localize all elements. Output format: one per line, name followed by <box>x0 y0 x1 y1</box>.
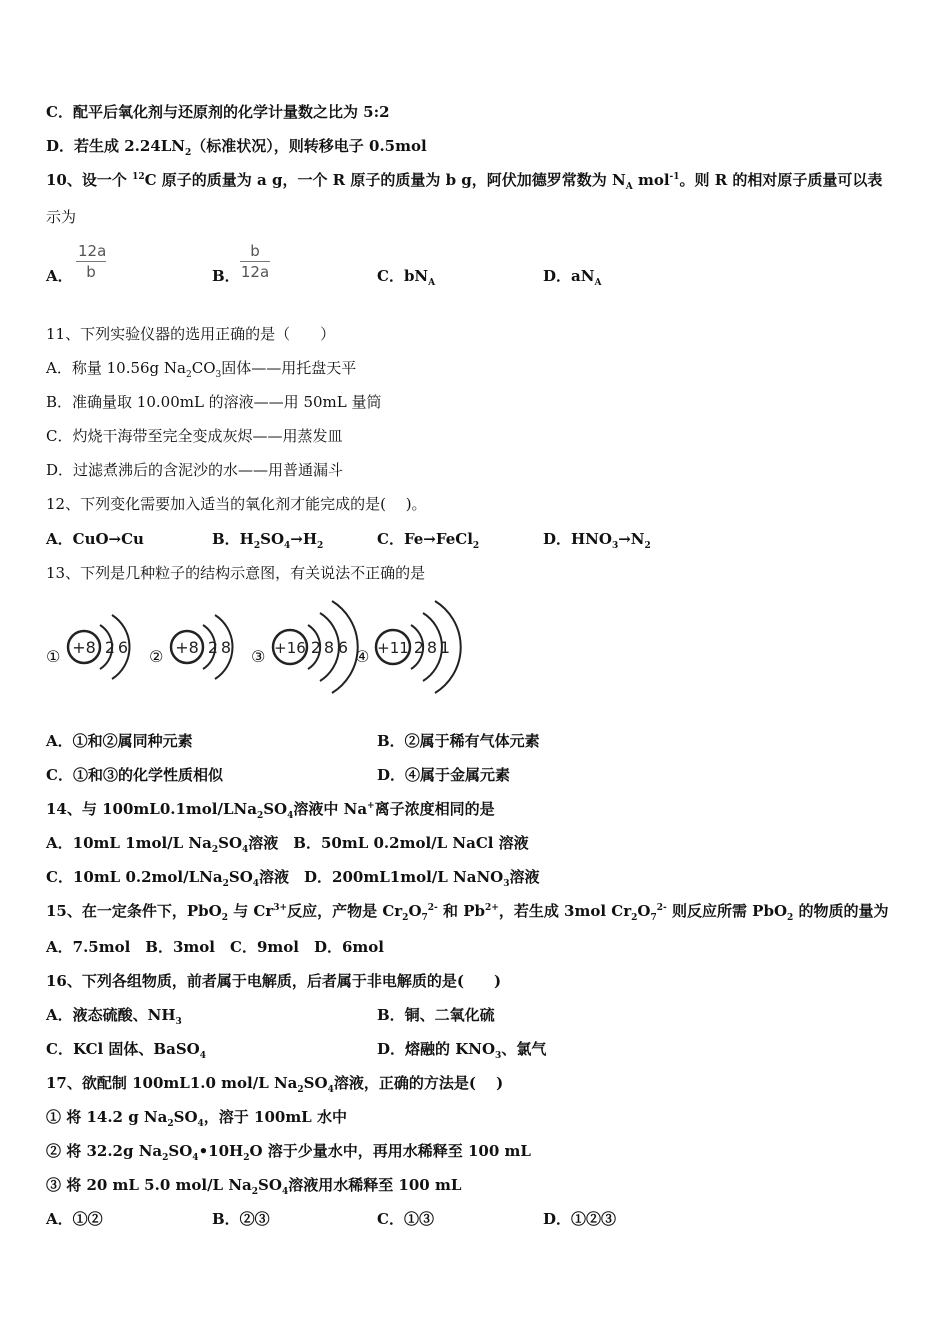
fraction-denominator: b <box>86 263 96 281</box>
atom-1-label: ① <box>46 647 61 666</box>
shell-electrons: 8 <box>323 638 335 657</box>
q15-stem: 15、在一定条件下，PbO$_2$ 与 $Cr^{3+}$反应，产物是 $Cr_2O_7^{2-}$ 和 $Pb^{2+}$，若生成 3mol $Cr_2O_7^{2-}$ 则反应所需 PbO$_2$ 的物质的量为 <box>46 902 889 923</box>
q17-option-b: B．②③ <box>212 1210 270 1228</box>
atom-2-label: ② <box>149 647 164 666</box>
q17-option-c: C．①③ <box>377 1210 434 1228</box>
q14-options-ab: A．10mL 1mol/L $Na_2SO_4$溶液 B．50mL 0.2mol/L NaCl 溶液 <box>46 834 529 855</box>
q16-option-d: D．熔融的 $KNO_3$、氯气 <box>377 1040 547 1061</box>
q11-option-c: C．灼烧干海带至完全变成灰烬——用蒸发皿 <box>46 427 343 445</box>
q10-option-b-fraction <box>240 241 270 282</box>
shell-electrons: 6 <box>337 638 349 657</box>
shell-electrons: 2 <box>104 638 116 657</box>
q13-option-d: D．④属于金属元素 <box>377 766 511 784</box>
q16-option-b: B．铜、二氧化硫 <box>377 1006 495 1024</box>
q16-stem: 16、下列各组物质，前者属于电解质，后者属于非电解质的是( ) <box>46 972 502 990</box>
nucleus-charge: +8 <box>72 638 96 657</box>
q11-option-a: A．称量 10.56g $Na_2CO_3$固体——用托盘天平 <box>46 359 357 380</box>
atom-structure-diagram-1 <box>64 595 136 695</box>
q13-option-c: C．①和③的化学性质相似 <box>46 766 223 784</box>
atom-structure-diagram-4 <box>373 595 465 699</box>
q15-options: A．7.5mol B．3mol C．9mol D．6mol <box>46 938 384 956</box>
q14-stem: 14、与 $100mL0.1mol/LNa_2SO_4$溶液中 Na+离子浓度相同的是 <box>46 800 495 821</box>
atom-structure-diagram-3 <box>270 595 362 699</box>
q17-stem: 17、欲配制 100mL1.0 mol/L $Na_2SO_4$溶液，正确的方法是( ) <box>46 1074 504 1095</box>
q11-option-d: D．过滤煮沸后的含泥沙的水——用普通漏斗 <box>46 461 344 479</box>
fraction-numerator: 12a <box>78 242 107 260</box>
shell-electrons: 8 <box>220 638 232 657</box>
q10-option-a-fraction <box>76 241 106 282</box>
fraction-numerator: b <box>240 241 270 262</box>
nucleus-charge: +11 <box>377 639 409 657</box>
q13-stem: 13、下列是几种粒子的结构示意图，有关说法不正确的是 <box>46 564 426 582</box>
q17-method-2: ② 将 32.2g $Na_2SO_4•10H_2O$ 溶于少量水中，再用水稀释至 100 mL <box>46 1142 531 1163</box>
q14-options-cd: C．10mL $0.2mol/LNa_2SO_4$溶液 D．200mL1mol/L NaNO$_3$溶液 <box>46 868 540 889</box>
atom-4-label: ④ <box>355 647 370 666</box>
q12-option-b: B．$H_2SO_4\to H_2$ <box>212 530 324 551</box>
shell-electrons: 8 <box>426 638 438 657</box>
shell-electrons: 2 <box>413 638 425 657</box>
q17-option-d: D．①②③ <box>543 1210 617 1228</box>
shell-electrons: 2 <box>207 638 219 657</box>
q13-option-a: A．①和②属同种元素 <box>46 732 193 750</box>
shell-electrons: 1 <box>439 638 451 657</box>
q12-option-c: C．Fe→FeCl$_2$ <box>377 530 480 551</box>
nucleus-charge: +16 <box>274 639 306 657</box>
q17-method-1: ① 将 14.2 g $Na_2SO_4$，溶于 100mL 水中 <box>46 1108 347 1129</box>
q17-method-3: ③ 将 20 mL 5.0 mol/L $Na_2SO_4$溶液用水稀释至 100 mL <box>46 1176 462 1197</box>
q10-option-c: C．$bN_A$ <box>377 267 436 288</box>
shell-electrons: 2 <box>310 638 322 657</box>
q13-option-b: B．②属于稀有气体元素 <box>377 732 540 750</box>
q12-option-d: D．$HNO_3\to N_2$ <box>543 530 651 551</box>
q10-option-a-label: A． <box>46 267 73 285</box>
fraction-denominator: 12a <box>240 263 270 281</box>
q11-option-b: B．准确量取 10.00mL 的溶液——用 50mL 量筒 <box>46 393 382 411</box>
q9-option-d: D．若生成 $2.24LN_2$（标准状况），则转移电子 0.5mol <box>46 137 427 158</box>
q9-option-c: C．配平后氧化剂与还原剂的化学计量数之比为 5:2 <box>46 103 390 121</box>
q12-stem: 12、下列变化需要加入适当的氧化剂才能完成的是( )。 <box>46 495 427 513</box>
shell-electrons: 6 <box>117 638 129 657</box>
q10-stem-cont: 示为 <box>46 208 77 226</box>
q11-stem: 11、下列实验仪器的选用正确的是（ ） <box>46 325 336 343</box>
q10-option-b-label: B． <box>212 267 240 285</box>
nucleus-charge: +8 <box>175 638 199 657</box>
q10-option-d: D．$aN_A$ <box>543 267 602 288</box>
atom-3-label: ③ <box>251 647 266 666</box>
q16-option-c: C．KCl 固体、BaSO$_4$ <box>46 1040 206 1061</box>
q10-stem: 10、设一个 $^{12}$C 原子的质量为 a g，一个 R 原子的质量为 b g，阿伏加德罗常数为 $N_A$ mol$^{-1}$。则 R 的相对原子质量可以表 <box>46 171 883 192</box>
q16-option-a: A．液态硫酸、$NH_3$ <box>46 1006 182 1027</box>
q12-option-a: A．CuO→Cu <box>46 530 144 548</box>
atom-structure-diagram-2 <box>167 595 239 695</box>
q17-option-a: A．①② <box>46 1210 103 1228</box>
